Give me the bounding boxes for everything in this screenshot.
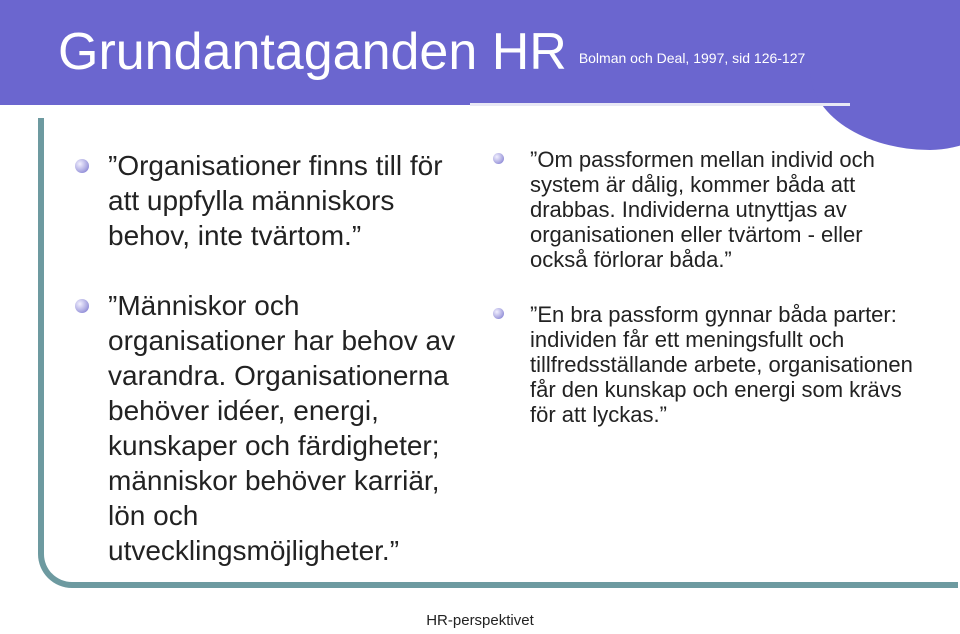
bullet-text: ”Människor och organisationer har behov av varandra. Organisationerna behöver idéer, energi, kunskaper och färdigheter; människor behöver karriär, lön och utvecklingsmöjligheter.” [108, 290, 456, 566]
bullet-text: ”Organisationer finns till för att uppfylla människors behov, inte tvärtom.” [108, 150, 443, 251]
bullet-dot-icon [493, 153, 504, 164]
bullet-item [75, 148, 475, 253]
bullet-item [493, 302, 913, 427]
right-bullet-list [493, 147, 913, 427]
left-column [75, 148, 475, 603]
bullet-dot-icon [493, 308, 504, 319]
slide-title-text: Grundantaganden HR [58, 23, 567, 81]
bullet-text: ”Om passformen mellan individ och system är dålig, kommer båda att drabbas. Individerna utnyttjas av organisationen eller tvärtom - eller också förlorar båda.” [530, 147, 875, 272]
citation: Bolman och Deal, 1997, sid 126-127 [578, 50, 806, 66]
bullet-item [75, 288, 475, 568]
bullet-dot-icon [75, 299, 89, 313]
bullet-item [493, 147, 913, 272]
slide-title [58, 22, 805, 82]
bullet-text: ”En bra passform gynnar båda parter: individen får ett meningsfullt och tillfredsställande arbete, organisationen får den kunskap och energi som krävs för att lyckas.” [530, 302, 913, 427]
left-bullet-list [75, 148, 475, 568]
right-column [493, 147, 913, 457]
title-bar-stripe [470, 103, 850, 106]
bullet-dot-icon [75, 159, 89, 173]
slide-footer: HR-perspektivet [426, 612, 534, 629]
